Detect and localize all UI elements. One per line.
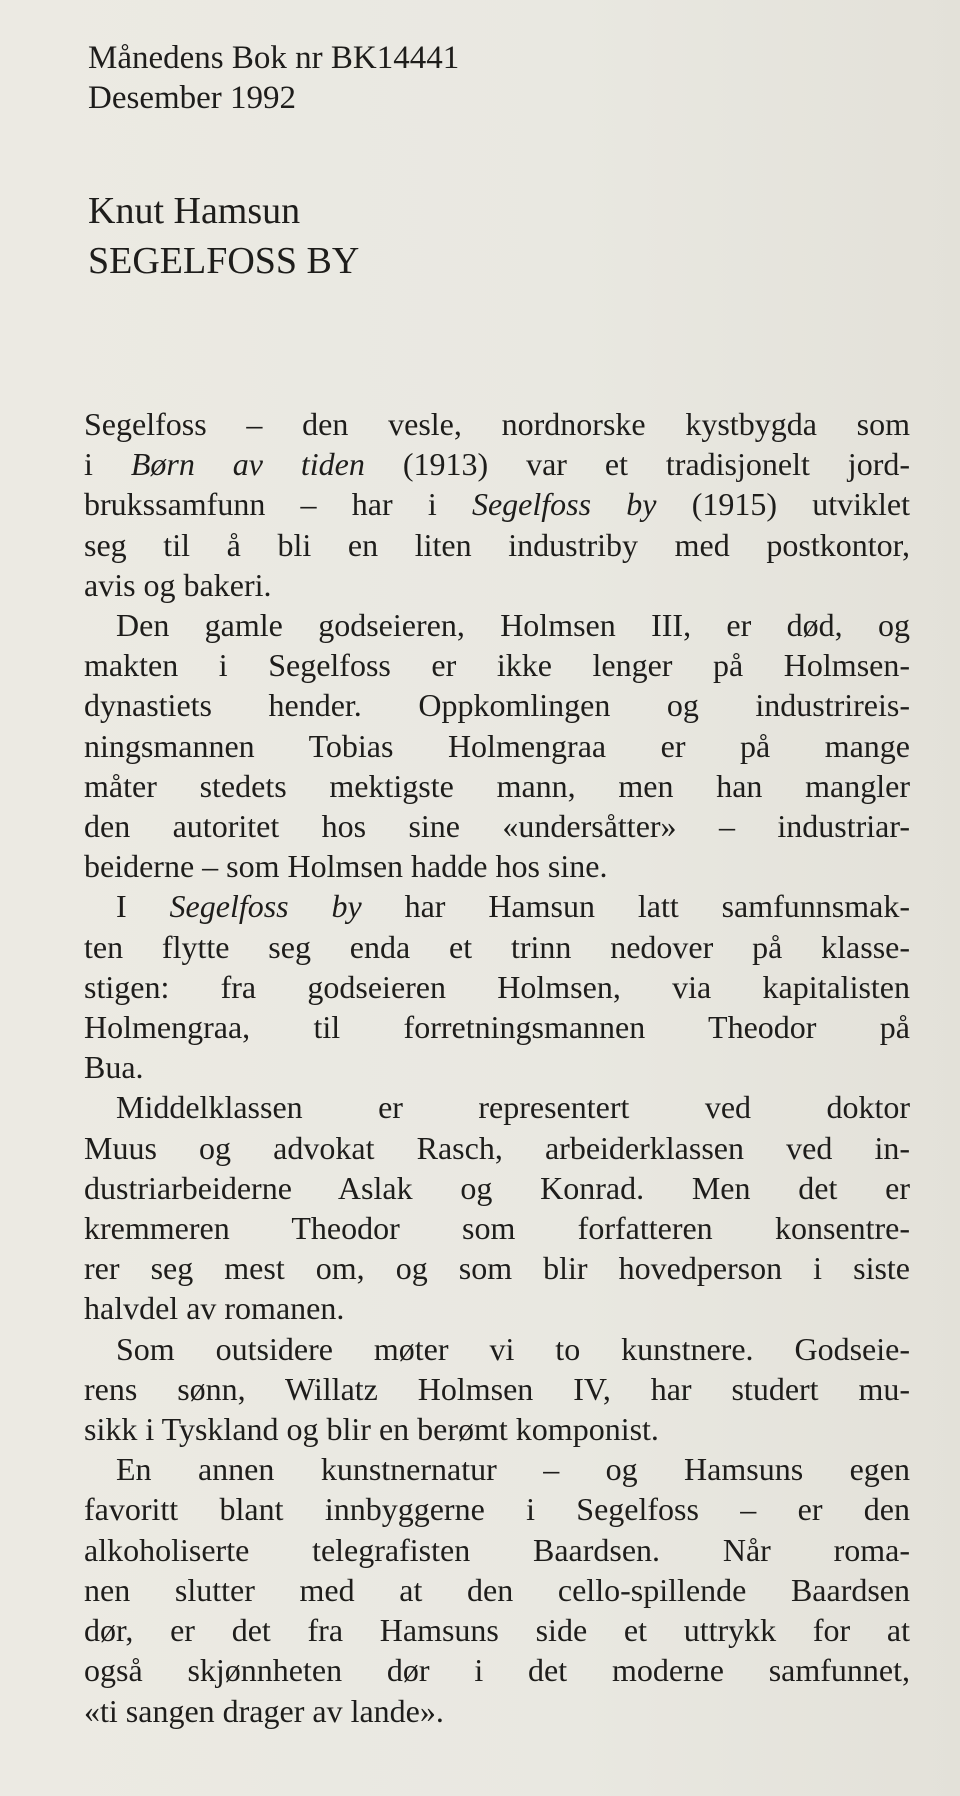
text-line: brukssamfunn – har i Segelfoss by (1915) utviklet bbox=[84, 486, 911, 523]
book-heading bbox=[88, 186, 359, 286]
text-line: Den gamle godseieren, Holmsen III, er død, og bbox=[116, 607, 910, 644]
text-line: Muus og advokat Rasch, arbeiderklassen ved in- bbox=[84, 1129, 910, 1166]
imprint-line-2: Desember 1992 bbox=[88, 80, 297, 116]
text-line: Holmengraa, til forretningsmannen Theodor på bbox=[84, 1009, 910, 1046]
text-line: kremmeren Theodor som forfatteren konsentre- bbox=[84, 1210, 910, 1247]
paragraph bbox=[84, 886, 910, 1087]
paragraph bbox=[84, 1449, 910, 1730]
text-line: Segelfoss – den vesle, nordnorske kystbygda som bbox=[84, 406, 910, 442]
book-title-italic: Segelfoss by bbox=[471, 486, 657, 523]
text-line: rer seg mest om, og som blir hovedperson i siste bbox=[84, 1250, 910, 1287]
text-line: rens sønn, Willatz Holmsen IV, har studert mu- bbox=[84, 1370, 910, 1407]
text-line: dustriarbeiderne Aslak og Konrad. Men det er bbox=[84, 1169, 910, 1206]
text-line: stigen: fra godseieren Holmsen, via kapitalisten bbox=[84, 968, 910, 1005]
text-line: Middelklassen er representert ved doktor bbox=[116, 1089, 910, 1126]
text-line: «ti sangen drager av lande». bbox=[84, 1692, 444, 1729]
text-line: den autoritet hos sine «undersåtter» – industriar- bbox=[84, 808, 910, 845]
text-line: ningsmannen Tobias Holmengraa er på mange bbox=[84, 727, 910, 764]
text-line: En annen kunstnernatur – og Hamsuns egen bbox=[116, 1451, 910, 1488]
text-line: sikk i Tyskland og blir en berømt komponist. bbox=[84, 1411, 659, 1448]
author-name: Knut Hamsun bbox=[88, 190, 301, 232]
text-line: Bua. bbox=[84, 1049, 144, 1086]
text-line: avis og bakeri. bbox=[84, 566, 272, 603]
text-line: dynastiets hender. Oppkomlingen og industrireis- bbox=[84, 687, 910, 724]
imprint bbox=[88, 38, 459, 118]
text-line: seg til å bli en liten industriby med postkontor, bbox=[84, 526, 910, 563]
text-line: nen slutter med at den cello-spillende Baardsen bbox=[84, 1571, 910, 1608]
book-title-italic: Segelfoss by bbox=[169, 888, 362, 925]
book-title: SEGELFOSS BY bbox=[88, 240, 360, 282]
imprint-line-1: Månedens Bok nr BK14441 bbox=[88, 40, 460, 76]
text-line: makten i Segelfoss er ikke lenger på Holmsen- bbox=[84, 647, 910, 684]
blurb-text bbox=[84, 404, 910, 1731]
text-line: alkoholiserte telegrafisten Baardsen. Når roma- bbox=[84, 1531, 910, 1568]
text-line: i Børn av tiden (1913) var et tradisjonelt jord- bbox=[84, 446, 911, 483]
text-line: ten flytte seg enda et trinn nedover på klasse- bbox=[84, 928, 910, 965]
book-title-italic: Børn av tiden bbox=[130, 446, 365, 483]
paragraph bbox=[84, 1087, 910, 1328]
text-line: I Segelfoss by har Hamsun latt samfunnsmak- bbox=[116, 888, 910, 925]
text-line: dør, er det fra Hamsuns side et uttrykk for at bbox=[84, 1612, 910, 1649]
text-line: beiderne – som Holmsen hadde hos sine. bbox=[84, 848, 608, 885]
paragraph bbox=[84, 605, 910, 886]
text-line: måter stedets mektigste mann, men han mangler bbox=[84, 767, 910, 804]
text-line: halvdel av romanen. bbox=[84, 1290, 345, 1327]
text-line: Som outsidere møter vi to kunstnere. Godseie- bbox=[116, 1330, 910, 1367]
text-line: også skjønnheten dør i det moderne samfunnet, bbox=[84, 1652, 910, 1689]
paragraph bbox=[84, 1329, 910, 1450]
text-line: favoritt blant innbyggerne i Segelfoss – er den bbox=[84, 1491, 910, 1528]
paragraph bbox=[84, 404, 910, 605]
